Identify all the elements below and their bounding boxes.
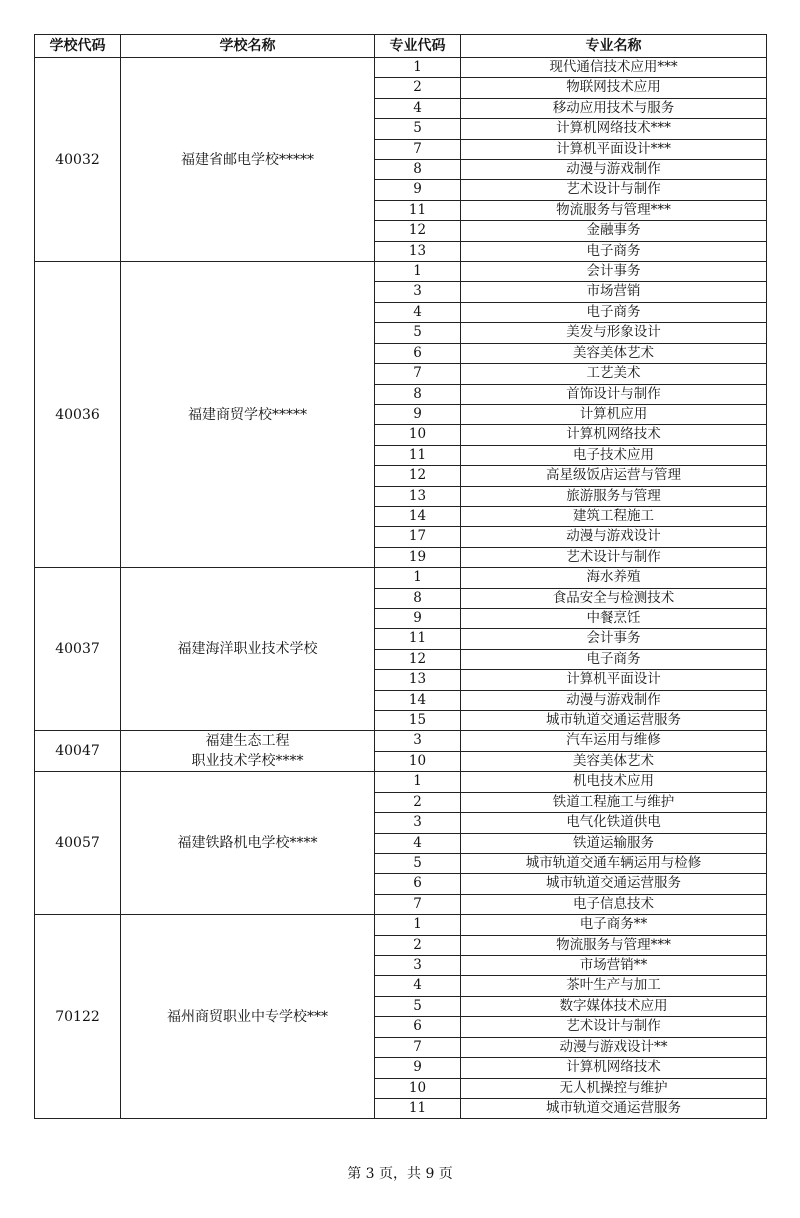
major-code-cell: 7 — [375, 139, 461, 159]
major-name-cell: 物流服务与管理*** — [461, 200, 767, 220]
major-name-cell: 工艺美术 — [461, 364, 767, 384]
major-code-cell: 10 — [375, 1078, 461, 1098]
major-code-cell: 13 — [375, 670, 461, 690]
major-name-cell: 美发与形象设计 — [461, 323, 767, 343]
major-code-cell: 6 — [375, 343, 461, 363]
major-name-cell: 城市轨道交通运营服务 — [461, 711, 767, 731]
major-code-cell: 3 — [375, 956, 461, 976]
major-code-cell: 14 — [375, 690, 461, 710]
major-name-cell: 物联网技术应用 — [461, 78, 767, 98]
major-name-cell: 城市轨道交通运营服务 — [461, 874, 767, 894]
school-major-table — [34, 34, 767, 1119]
major-name-cell: 计算机网络技术*** — [461, 119, 767, 139]
major-code-cell: 9 — [375, 180, 461, 200]
major-code-cell: 10 — [375, 751, 461, 772]
major-name-cell: 艺术设计与制作 — [461, 1017, 767, 1037]
major-name-cell: 动漫与游戏制作 — [461, 160, 767, 180]
major-name-cell: 市场营销** — [461, 956, 767, 976]
major-name-cell: 计算机应用 — [461, 404, 767, 424]
school-name-cell: 福州商贸职业中专学校*** — [121, 915, 375, 1119]
major-name-cell: 海水养殖 — [461, 568, 767, 588]
major-code-cell: 3 — [375, 282, 461, 302]
major-name-cell: 数字媒体技术应用 — [461, 996, 767, 1016]
major-name-cell: 食品安全与检测技术 — [461, 588, 767, 608]
major-code-cell: 17 — [375, 527, 461, 547]
major-name-cell: 动漫与游戏设计 — [461, 527, 767, 547]
school-code-cell: 70122 — [35, 915, 121, 1119]
school-code-cell: 40032 — [35, 58, 121, 262]
table-row — [35, 772, 767, 792]
major-name-cell: 汽车运用与维修 — [461, 731, 767, 752]
major-name-cell: 计算机平面设计 — [461, 670, 767, 690]
table-body — [35, 58, 767, 1119]
major-code-cell: 15 — [375, 711, 461, 731]
major-code-cell: 8 — [375, 160, 461, 180]
major-code-cell: 7 — [375, 364, 461, 384]
major-name-cell: 电子商务** — [461, 915, 767, 935]
major-name-cell: 电子商务 — [461, 649, 767, 669]
major-name-cell: 铁道工程施工与维护 — [461, 792, 767, 812]
major-name-cell: 金融事务 — [461, 221, 767, 241]
major-code-cell: 5 — [375, 119, 461, 139]
major-name-cell: 美容美体艺术 — [461, 343, 767, 363]
major-code-cell: 11 — [375, 445, 461, 465]
table-header-row — [35, 35, 767, 58]
school-code-cell: 40057 — [35, 772, 121, 915]
header-school-name: 学校名称 — [121, 35, 375, 58]
major-code-cell: 2 — [375, 935, 461, 955]
school-name-cell: 福建海洋职业技术学校 — [121, 568, 375, 731]
major-name-cell: 铁道运输服务 — [461, 833, 767, 853]
major-code-cell: 14 — [375, 506, 461, 526]
major-name-cell: 市场营销 — [461, 282, 767, 302]
major-name-cell: 计算机网络技术 — [461, 425, 767, 445]
major-name-cell: 城市轨道交通运营服务 — [461, 1098, 767, 1118]
header-major-code: 专业代码 — [375, 35, 461, 58]
major-name-cell: 美容美体艺术 — [461, 751, 767, 772]
major-name-cell: 计算机网络技术 — [461, 1058, 767, 1078]
major-code-cell: 1 — [375, 915, 461, 935]
major-code-cell: 9 — [375, 404, 461, 424]
major-name-cell: 会计事务 — [461, 262, 767, 282]
major-code-cell: 1 — [375, 772, 461, 792]
major-code-cell: 13 — [375, 241, 461, 261]
major-code-cell: 1 — [375, 58, 461, 78]
major-name-cell: 电子商务 — [461, 241, 767, 261]
major-code-cell: 12 — [375, 221, 461, 241]
major-code-cell: 11 — [375, 629, 461, 649]
major-name-cell: 电子技术应用 — [461, 445, 767, 465]
major-code-cell: 12 — [375, 466, 461, 486]
major-name-cell: 电子商务 — [461, 302, 767, 322]
table-row — [35, 731, 767, 752]
major-code-cell: 8 — [375, 384, 461, 404]
major-code-cell: 11 — [375, 1098, 461, 1118]
major-code-cell: 4 — [375, 302, 461, 322]
table-row — [35, 262, 767, 282]
major-code-cell: 12 — [375, 649, 461, 669]
major-code-cell: 6 — [375, 1017, 461, 1037]
header-school-code: 学校代码 — [35, 35, 121, 58]
major-name-cell: 计算机平面设计*** — [461, 139, 767, 159]
major-code-cell: 5 — [375, 854, 461, 874]
school-code-cell: 40036 — [35, 262, 121, 568]
major-name-cell: 城市轨道交通车辆运用与检修 — [461, 854, 767, 874]
major-code-cell: 5 — [375, 323, 461, 343]
major-code-cell: 2 — [375, 792, 461, 812]
school-name-cell: 福建省邮电学校***** — [121, 58, 375, 262]
major-code-cell: 4 — [375, 98, 461, 118]
table-row — [35, 58, 767, 78]
major-name-cell: 建筑工程施工 — [461, 506, 767, 526]
major-name-cell: 艺术设计与制作 — [461, 180, 767, 200]
major-code-cell: 9 — [375, 1058, 461, 1078]
school-code-cell: 40047 — [35, 731, 121, 772]
major-name-cell: 物流服务与管理*** — [461, 935, 767, 955]
major-code-cell: 2 — [375, 78, 461, 98]
major-name-cell: 现代通信技术应用*** — [461, 58, 767, 78]
page-footer: 第 3 页，共 9 页 — [347, 1166, 453, 1182]
major-name-cell: 高星级饭店运营与管理 — [461, 466, 767, 486]
school-name-cell: 福建铁路机电学校**** — [121, 772, 375, 915]
major-code-cell: 13 — [375, 486, 461, 506]
major-name-cell: 电子信息技术 — [461, 894, 767, 914]
major-name-cell: 艺术设计与制作 — [461, 547, 767, 567]
major-name-cell: 会计事务 — [461, 629, 767, 649]
school-code-cell: 40037 — [35, 568, 121, 731]
major-code-cell: 9 — [375, 608, 461, 628]
major-code-cell: 4 — [375, 833, 461, 853]
major-name-cell: 机电技术应用 — [461, 772, 767, 792]
school-name-cell: 福建生态工程 职业技术学校**** — [121, 731, 375, 772]
major-code-cell: 7 — [375, 1037, 461, 1057]
major-code-cell: 11 — [375, 200, 461, 220]
header-major-name: 专业名称 — [461, 35, 767, 58]
major-name-cell: 茶叶生产与加工 — [461, 976, 767, 996]
table-row — [35, 915, 767, 935]
major-name-cell: 无人机操控与维护 — [461, 1078, 767, 1098]
school-name-cell: 福建商贸学校***** — [121, 262, 375, 568]
major-code-cell: 3 — [375, 731, 461, 752]
major-name-cell: 移动应用技术与服务 — [461, 98, 767, 118]
major-name-cell: 中餐烹饪 — [461, 608, 767, 628]
major-code-cell: 5 — [375, 996, 461, 1016]
major-code-cell: 1 — [375, 262, 461, 282]
table-row — [35, 568, 767, 588]
major-code-cell: 4 — [375, 976, 461, 996]
major-name-cell: 旅游服务与管理 — [461, 486, 767, 506]
major-name-cell: 动漫与游戏制作 — [461, 690, 767, 710]
major-code-cell: 8 — [375, 588, 461, 608]
major-name-cell: 电气化铁道供电 — [461, 813, 767, 833]
major-code-cell: 3 — [375, 813, 461, 833]
major-code-cell: 6 — [375, 874, 461, 894]
major-code-cell: 1 — [375, 568, 461, 588]
major-code-cell: 10 — [375, 425, 461, 445]
major-code-cell: 19 — [375, 547, 461, 567]
major-name-cell: 动漫与游戏设计** — [461, 1037, 767, 1057]
major-code-cell: 7 — [375, 894, 461, 914]
major-name-cell: 首饰设计与制作 — [461, 384, 767, 404]
